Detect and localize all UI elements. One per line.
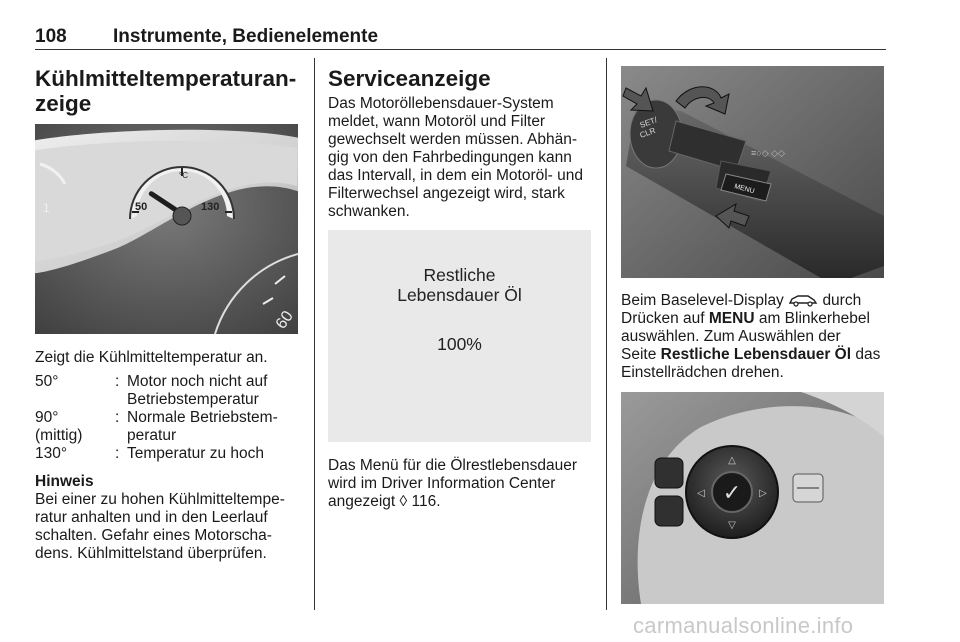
table-value-line: peratur [127,427,177,444]
table-colon: : [115,409,120,426]
page-number: 108 [35,26,67,47]
display-line: Restliche [423,265,496,285]
table-key-line: 90° [35,409,59,426]
intro-line: Filterwechsel angezeigt wird, stark [328,185,565,202]
heading-line: Kühlmitteltemperaturan- [35,66,297,91]
table-value-line: Normale Betriebstem- [127,409,278,426]
table-row [35,445,300,463]
intro-line: meldet, wann Motoröl und Filter [328,113,546,130]
header-rule [35,49,886,50]
table-colon: : [115,445,120,462]
table-key: 50° [35,373,59,390]
setclr-label: CLR [638,125,657,140]
down-arrow-icon: ▽ [728,520,736,531]
left-arrow-icon: ◁ [697,488,705,499]
service-section-heading [328,66,598,91]
steering-wheel-figure [621,392,884,604]
stalk-symbol-icon: ≡○◇ ◇◇ [751,148,785,158]
car-icon [788,293,818,307]
speedometer-number: 60 [272,308,297,333]
menu-paragraph [328,457,600,511]
table-value-line: Motor noch nicht auf [127,373,268,390]
coolant-gauge-figure [35,124,298,334]
stalk-figure [621,66,884,278]
right-arrow-icon: ▷ [759,488,767,499]
column-divider-right [606,58,607,610]
page-keyword: Restliche Lebensdauer Öl [660,346,852,363]
page-ref-arrow-icon: ◊ [399,493,408,510]
table-key-line: (mittig) [35,427,83,444]
intro-line: gig von den Fahrbedingungen kann [328,149,572,166]
p-text: durch [822,292,862,309]
gauge-label-high: 130 [201,201,220,213]
ref-prefix: angezeigt [328,493,396,510]
p-text: Drücken auf [621,310,705,327]
table-value [127,373,305,409]
table-value [127,409,305,445]
up-arrow-icon: △ [728,455,736,466]
running-title: Instrumente, Bedienelemente [113,26,379,47]
steering-wheel-controls-image [621,392,884,604]
p-text: Seite [621,346,657,363]
after-line: Das Menü für die Ölrestlebensdauer [328,457,577,474]
note-title: Hinweis [35,473,94,490]
service-intro [328,95,600,221]
setclr-label: SET/ [638,115,659,130]
oil-life-display [328,230,591,442]
intro-line: schwanken. [328,203,410,220]
coolant-section-heading [35,66,305,116]
table-row [35,373,300,409]
menu-button-label: MENU [733,183,756,196]
gauge-unit: °C [179,171,188,180]
section-heading: Serviceanzeige [328,66,491,91]
p-text: Einstellrädchen drehen. [621,364,784,381]
needle-hub [173,207,191,225]
gauge-label-low: 50 [135,201,148,213]
note-line: Bei einer zu hohen Kühlmitteltempe- [35,491,285,508]
display-line: Lebensdauer Öl [397,285,522,305]
note-line: dens. Kühlmittelstand überprüfen. [35,545,267,562]
heading-line: zeige [35,91,92,116]
left-gauge-number: 1 [43,201,50,215]
table-key [35,409,113,445]
after-line: wird im Driver Information Center [328,475,556,492]
checkmark-icon: ✓ [722,480,742,505]
coolant-gauge-image [35,124,298,334]
table-row [35,409,300,445]
table-key: 130° [35,445,68,462]
intro-line: das Intervall, in dem ein Motoröl- und [328,167,584,184]
turn-signal-stalk-image [621,66,884,278]
p-text: Beim Baselevel-Display [621,292,784,309]
display-value: 100% [437,334,482,354]
wheel-side-button [655,496,683,526]
intro-line: gewechselt werden müssen. Abhän- [328,131,578,148]
page-ref-link[interactable]: 116. [411,493,441,510]
table-value: Temperatur zu hoch [127,445,264,462]
p-text: das [855,346,881,363]
column-divider-left [314,58,315,610]
table-value-line: Betriebstemperatur [127,391,259,408]
intro-line: Das Motoröllebensdauer-System [328,95,554,112]
note-line: ratur anhalten und in den Leerlauf [35,509,268,526]
note-block [35,473,310,563]
menu-keyword: MENU [708,310,755,327]
table-colon: : [115,373,120,390]
wheel-side-button [655,458,683,488]
watermark: carmanualsonline.info [633,613,854,638]
p-text: am Blinkerhebel [758,310,870,327]
note-line: schalten. Gefahr eines Motorscha- [35,527,272,544]
gauge-caption: Zeigt die Kühlmitteltemperatur an. [35,349,268,366]
baselevel-paragraph [621,292,891,382]
p-text: auswählen. Zum Auswählen der [621,328,841,345]
